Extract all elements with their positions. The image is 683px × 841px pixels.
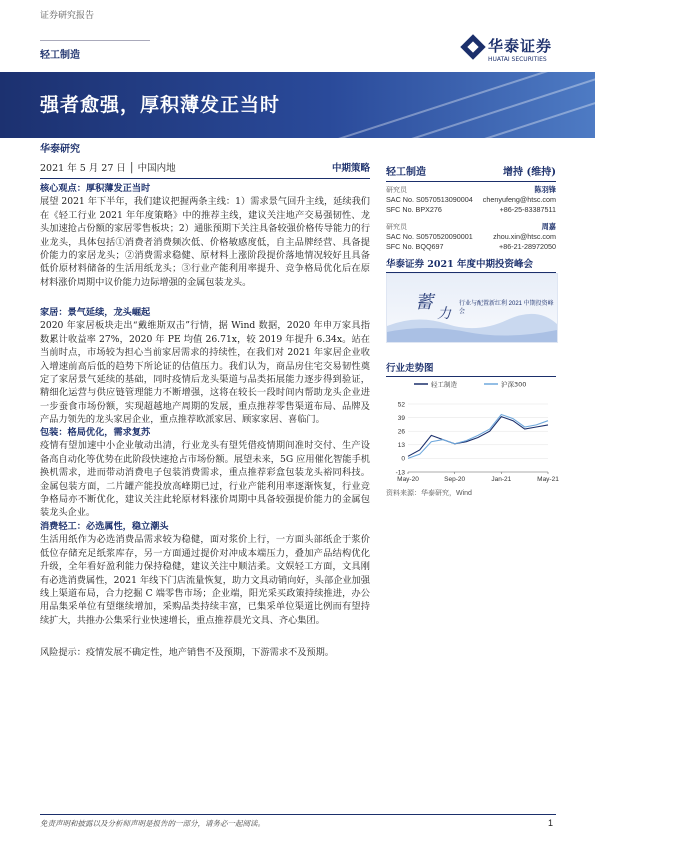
legend-label: 轻工制造 <box>431 380 457 389</box>
analyst-sac: SAC No. S0570513090004 <box>386 195 473 204</box>
section-text: 2020 年家居板块走出“戴维斯双击”行情，据 Wind 数据，2020 年申万家具指数累计收益率 27%，2020 年 PE 均值 26.71x，较 2019 年提升 6.34x。站在当前时点，市场较为担心当前家居需求的持续性，在我们对 2021 年家居企业收入增速前高后低的趋势下所论证的估值压力。我们认为，商品房住宅交易韧性奠定了家居景气延续的基础，同时疫情后龙头渠道与品类拓展能力逐步得到验证，精细化运营与供应链管理能力不断增强，这将在较长一段时间内帮助龙头企业进一步蚕食市场份额，实现超越地产周期的发展，重点推荐零售渠道布局、品牌及产品力领先的龙头家居企业，重点推荐欧派家居、顾家家居、喜临门。 <box>40 320 370 426</box>
x-tick-label: Jan-21 <box>491 476 512 483</box>
banner-stripe <box>367 60 653 155</box>
company-logo <box>462 34 572 70</box>
analyst-name: 周嘉 <box>541 222 556 231</box>
analyst-card <box>386 222 556 252</box>
page-number: 1 <box>548 818 554 828</box>
analyst-sac: SAC No. S0570520090001 <box>386 232 473 241</box>
promo-caption: 行业与配置新红利 2021 中期投资峰会 <box>459 301 554 315</box>
section-heading: 核心观点：厚积薄发正当时 <box>40 183 151 194</box>
sector-label: 轻工制造 <box>40 50 80 61</box>
promo-heading: 华泰证券 2021 年度中期投资峰会 <box>386 256 556 273</box>
analyst-sfc: SFC No. BQQ697 <box>386 242 444 252</box>
home-section <box>40 306 370 427</box>
analyst-phone: +86-25-83387511 <box>499 205 556 215</box>
y-tick-label: -13 <box>395 469 405 477</box>
x-tick-label: May-20 <box>397 476 419 483</box>
x-tick-label: Sep-20 <box>444 476 466 483</box>
analyst-email[interactable]: chenyufeng@htsc.com <box>482 195 556 204</box>
footer-divider <box>40 814 556 815</box>
date-region: 2021 年 5 月 27 日 │ 中国内地 <box>40 163 176 174</box>
logo-mark-icon <box>462 36 484 58</box>
y-tick-label: 13 <box>397 442 405 450</box>
y-tick-label: 39 <box>397 414 405 422</box>
industry-trend-chart <box>386 376 559 496</box>
analyst-email[interactable]: zhou.xin@htsc.com <box>493 232 556 241</box>
analyst-role: 研究员 <box>386 186 407 194</box>
rating-label: 增持 (维持) <box>503 167 556 178</box>
promo-art-glyph: 蓄 <box>415 292 433 313</box>
trend-chart-svg <box>386 376 559 488</box>
analyst-role: 研究员 <box>386 223 407 231</box>
section-text: 生活用纸作为必选消费品需求较为稳健，面对浆价上行，一方面头部纸企于浆价低位存储充足纸浆库存，另一方面通过提价对冲成本端压力，叠加产品结构优化升级，全年看好盈利能力保持稳健，建议关注中顺洁柔。文娱轻工方面，文具刚有必选消费属性，2021 年线下门店流量恢复，助力文具动销向好，头部企业加强线上渠道布局，合力挖掘 C 端零售市场；企业端，阳光采买政策持续推进，办公用品集采单位有望继续增加，采购品类持续丰富，已集采单位渠道比例而有望持续扩大，共推办公集采行业快速增长，重点推荐晨光文具、齐心集团。 <box>40 534 370 626</box>
date-region-row <box>40 160 370 179</box>
section-heading: 家居：景气延续，龙头崛起 <box>40 307 151 318</box>
rating-row <box>386 163 556 182</box>
analyst-sfc: SFC No. BPX276 <box>386 205 442 215</box>
banner-stripe <box>397 74 683 169</box>
report-title: 强者愈强，厚积薄发正当时 <box>40 94 281 116</box>
header-divider <box>40 40 150 41</box>
section-text: 展望 2021 年下半年，我们建议把握两条主线：1）需求景气回升主线，延续我们在《轻工行业 2021 年年度策略》中的推荐主线，建议关注地产交易强韧性、龙头加速抢占份额的家居零售板块；2）通胀预期下关注具备较强价格传导能力的行业龙头，具体包括①消费者消费频次低、价格敏感度低，自主品牌经营、具备提价能力的家居龙头；②消费需求稳健、原材料上涨阶段提价落地情况较好且具备低价原材料储备的生活用纸龙头；③行业产能利用率提升、竞争格局优化后在原材料涨价周期中议价能力边际增强的金属包装龙头。 <box>40 196 370 288</box>
y-tick-label: 26 <box>397 428 405 436</box>
packaging-section <box>40 426 370 520</box>
x-tick-label: May-21 <box>537 476 559 483</box>
y-tick-label: 52 <box>397 401 405 409</box>
section-text: 疫情有望加速中小企业敏动出清，行业龙头有望凭借疫情期间准时交付、生产设备高自动化等优势在此阶段快速抢占市场份额。展望未来，5G 应用催化智能手机换机需求，进而带动消费电子包装消费需求，重点推荐彩盒包装龙头裕同科技。金属包装方面，二片罐产能投放高峰期已过，行业产能利用率逐渐恢复，行业竞争格局亦不断优化，建议关注此轮原材料涨价周期中具备较强提价能力的金属包装龙头企业。 <box>40 440 370 519</box>
analyst-phone: +86-21-28972050 <box>499 242 556 252</box>
core-view-section <box>40 182 370 289</box>
y-tick-label: 0 <box>401 455 405 463</box>
promo-art-glyph: 力 <box>437 306 451 322</box>
logo-text-en: HUATAI SECURITIES <box>488 56 547 63</box>
conference-banner-image[interactable] <box>386 273 558 343</box>
logo-text-cn: 华泰证券 <box>488 37 553 55</box>
section-heading: 消费轻工：必选属性，稳立潮头 <box>40 521 169 532</box>
report-type: 中期策略 <box>331 163 370 174</box>
industry-label: 轻工制造 <box>386 167 426 178</box>
analyst-name: 陈羽锋 <box>534 185 556 194</box>
risk-note: 风险提示：疫情发展不确定性，地产销售不及预期，下游需求不及预期。 <box>40 647 334 658</box>
disclaimer-note: 免责声明和披露以及分析师声明是报告的一部分，请务必一起阅读。 <box>40 819 265 828</box>
series-line <box>408 417 548 457</box>
legend-label: 沪深300 <box>501 380 527 389</box>
series-line <box>408 415 548 459</box>
consumer-section <box>40 520 370 627</box>
analyst-card <box>386 185 556 215</box>
title-banner <box>0 72 595 138</box>
research-org: 华泰研究 <box>40 144 80 155</box>
chart-source: 资料来源：华泰研究，Wind <box>386 490 472 497</box>
trend-heading: 行业走势图 <box>386 360 556 377</box>
document-type: 证券研究报告 <box>40 11 95 21</box>
section-heading: 包装：格局优化，需求复苏 <box>40 427 151 438</box>
